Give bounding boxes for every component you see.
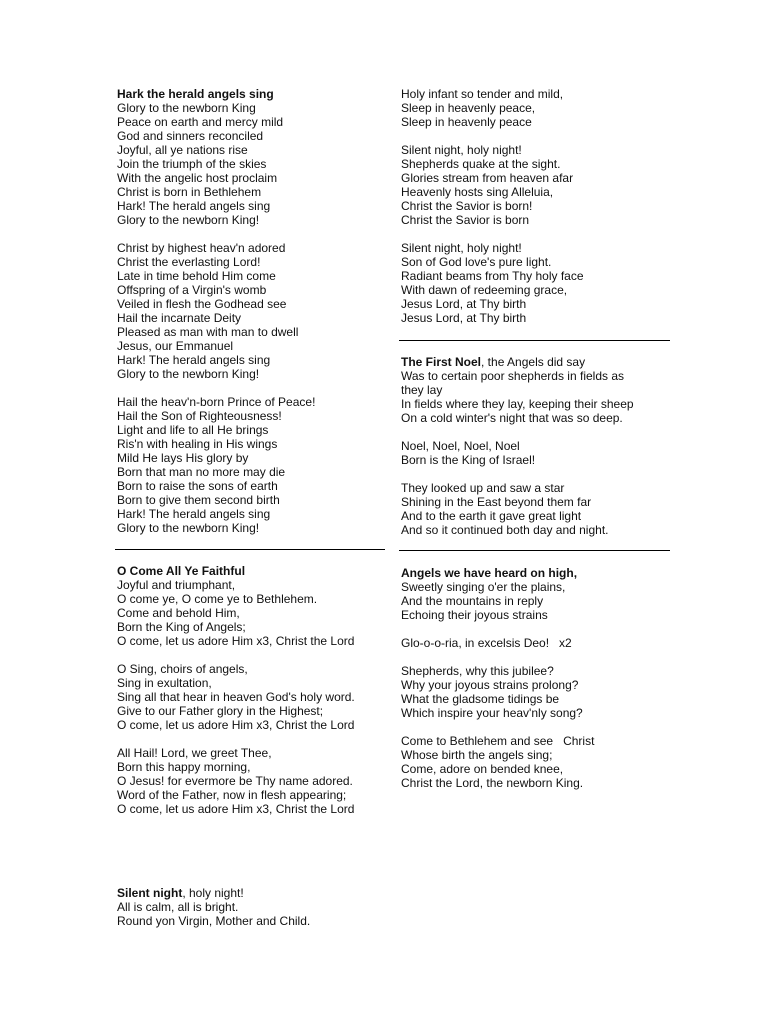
song-hark-herald	[117, 87, 315, 535]
lyric-line: And the mountains in reply	[401, 594, 544, 608]
lyric-line: Veiled in flesh the Godhead see	[117, 297, 287, 311]
verse	[401, 143, 584, 227]
song-angels-we-have-heard	[401, 566, 594, 790]
song-title: The First Noel	[401, 355, 482, 369]
verse	[401, 369, 634, 425]
lyric-line: Born to give them second birth	[117, 493, 280, 507]
verse	[401, 481, 634, 537]
lyric-line: Christ the Lord, the newborn King.	[401, 776, 584, 790]
lyric-line: Christ by highest heav'n adored	[117, 241, 286, 255]
lyric-line: Silent night, holy night!	[401, 241, 522, 255]
lyric-line: Late in time behold Him come	[117, 269, 276, 283]
lyric-line: Born is the King of Israel!	[401, 453, 536, 467]
lyric-line: Born to raise the sons of earth	[117, 479, 278, 493]
lyric-line: They looked up and saw a star	[401, 481, 565, 495]
lyric-line: Ris'n with healing in His wings	[117, 437, 278, 451]
lyric-line: Peace on earth and mercy mild	[117, 115, 284, 129]
lyric-line: Joyful and triumphant,	[117, 578, 236, 592]
lyric-line: Join the triumph of the skies	[117, 157, 267, 171]
song-o-come-all-ye-faithful	[117, 564, 355, 816]
lyric-line: With the angelic host proclaim	[117, 171, 278, 185]
lyric-line: Sleep in heavenly peace	[401, 115, 532, 129]
lyric-line: Born that man no more may die	[117, 465, 286, 479]
lyric-line: Echoing their joyous strains	[401, 608, 548, 622]
lyric-line: Hark! The herald angels sing	[117, 199, 271, 213]
song-title-line	[401, 355, 634, 369]
lyric-line: God and sinners reconciled	[117, 129, 264, 143]
verse	[117, 662, 355, 732]
lyric-line: What the gladsome tidings be	[401, 692, 560, 706]
lyric-line: Round yon Virgin, Mother and Child.	[117, 914, 311, 928]
lyric-line: Shepherds, why this jubilee?	[401, 664, 554, 678]
verse	[117, 578, 355, 648]
lyric-line: Whose birth the angels sing;	[401, 748, 553, 762]
verse	[401, 241, 584, 325]
lyric-line: Jesus Lord, at Thy birth	[401, 297, 527, 311]
lyric-line: O come, let us adore Him x3, Christ the Lord	[117, 718, 355, 732]
verse	[401, 87, 584, 129]
lyric-line: Light and life to all He brings	[117, 423, 269, 437]
lyric-line: O Sing, choirs of angels,	[117, 662, 248, 676]
lyric-line: Heavenly hosts sing Alleluia,	[401, 185, 554, 199]
lyric-line: Hark! The herald angels sing	[117, 353, 271, 367]
verse	[117, 241, 315, 381]
lyric-line: Pleased as man with man to dwell	[117, 325, 299, 339]
lyric-line: Word of the Father, now in flesh appearing;	[117, 788, 347, 802]
lyric-line: Which inspire your heav'nly song?	[401, 706, 583, 720]
lyric-line: Hail the Son of Righteousness!	[117, 409, 282, 423]
verse	[117, 101, 315, 227]
verse	[401, 734, 594, 790]
lyric-line: they lay	[401, 383, 443, 397]
section-divider	[115, 549, 385, 550]
song-title-line	[117, 886, 310, 900]
lyric-line: Shepherds quake at the sight.	[401, 157, 561, 171]
song-title: Silent night	[117, 886, 183, 900]
song-silent-night	[117, 886, 310, 928]
lyric-line: Christ is born in Bethlehem	[117, 185, 262, 199]
lyric-line: Glory to the newborn King	[117, 101, 256, 115]
lyric-line: Shining in the East beyond them far	[401, 495, 592, 509]
lyric-line: All is calm, all is bright.	[117, 900, 239, 914]
lyric-line: And so it continued both day and night.	[401, 523, 609, 537]
verse	[401, 664, 594, 720]
lyric-line: Come and behold Him,	[117, 606, 240, 620]
lyric-line: Sweetly singing o'er the plains,	[401, 580, 566, 594]
lyric-line: Sleep in heavenly peace,	[401, 101, 536, 115]
lyric-line: Silent night, holy night!	[401, 143, 522, 157]
lyric-line: Holy infant so tender and mild,	[401, 87, 564, 101]
verse	[401, 580, 594, 622]
verse	[401, 439, 634, 467]
section-divider	[399, 550, 670, 551]
lyric-line: Christ the Savior is born	[401, 213, 530, 227]
lyric-line: In fields where they lay, keeping their sheep	[401, 397, 634, 411]
lyric-line: Born this happy morning,	[117, 760, 251, 774]
lyric-line: Glory to the newborn King!	[117, 367, 260, 381]
lyric-line: O come, let us adore Him x3, Christ the Lord	[117, 802, 355, 816]
lyric-line: Jesus Lord, at Thy birth	[401, 311, 527, 325]
song-title-rest: , holy night!	[182, 886, 244, 900]
lyric-line: Hark! The herald angels sing	[117, 507, 271, 521]
lyric-line: Give to our Father glory in the Highest;	[117, 704, 324, 718]
verse	[117, 746, 355, 816]
lyric-line: All Hail! Lord, we greet Thee,	[117, 746, 272, 760]
lyric-line: Glories stream from heaven afar	[401, 171, 574, 185]
lyric-line: O come, let us adore Him x3, Christ the Lord	[117, 634, 355, 648]
song-title-rest: , the Angels did say	[481, 355, 586, 369]
lyric-line: With dawn of redeeming grace,	[401, 283, 568, 297]
lyric-line: O come ye, O come ye to Bethlehem.	[117, 592, 318, 606]
chorus-line: Glo-o-o-ria, in excelsis Deo! x2	[401, 636, 572, 650]
lyric-line: And to the earth it gave great light	[401, 509, 582, 523]
lyric-line: Offspring of a Virgin's womb	[117, 283, 267, 297]
lyric-line: Come to Bethlehem and see Christ	[401, 734, 595, 748]
lyric-line: Why your joyous strains prolong?	[401, 678, 579, 692]
lyric-line: Hail the heav'n-born Prince of Peace!	[117, 395, 316, 409]
song-title: Hark the herald angels sing	[117, 87, 274, 101]
lyric-line: Born the King of Angels;	[117, 620, 246, 634]
song-title: O Come All Ye Faithful	[117, 564, 246, 578]
song-silent-night-continued	[401, 87, 584, 325]
lyric-line: Hail the incarnate Deity	[117, 311, 242, 325]
lyric-line: Noel, Noel, Noel, Noel	[401, 439, 520, 453]
lyric-line: Christ the everlasting Lord!	[117, 255, 261, 269]
lyric-line: Glory to the newborn King!	[117, 521, 260, 535]
lyric-line: Sing in exultation,	[117, 676, 212, 690]
lyric-line: Christ the Savior is born!	[401, 199, 533, 213]
lyric-line: Sing all that hear in heaven God's holy word.	[117, 690, 355, 704]
lyric-line: Glory to the newborn King!	[117, 213, 260, 227]
lyric-line: Son of God love's pure light.	[401, 255, 552, 269]
lyric-line: Mild He lays His glory by	[117, 451, 249, 465]
verse	[117, 900, 310, 928]
lyric-line: Jesus, our Emmanuel	[117, 339, 234, 353]
section-divider	[399, 340, 670, 341]
song-the-first-noel	[401, 355, 634, 537]
lyric-line: Was to certain poor shepherds in fields as	[401, 369, 625, 383]
song-title: Angels we have heard on high,	[401, 566, 578, 580]
lyric-line: Joyful, all ye nations rise	[117, 143, 248, 157]
lyric-line: Come, adore on bended knee,	[401, 762, 564, 776]
verse	[117, 395, 315, 535]
lyric-line: O Jesus! for evermore be Thy name adored.	[117, 774, 353, 788]
lyric-line: Radiant beams from Thy holy face	[401, 269, 584, 283]
lyric-line: On a cold winter's night that was so deep.	[401, 411, 623, 425]
